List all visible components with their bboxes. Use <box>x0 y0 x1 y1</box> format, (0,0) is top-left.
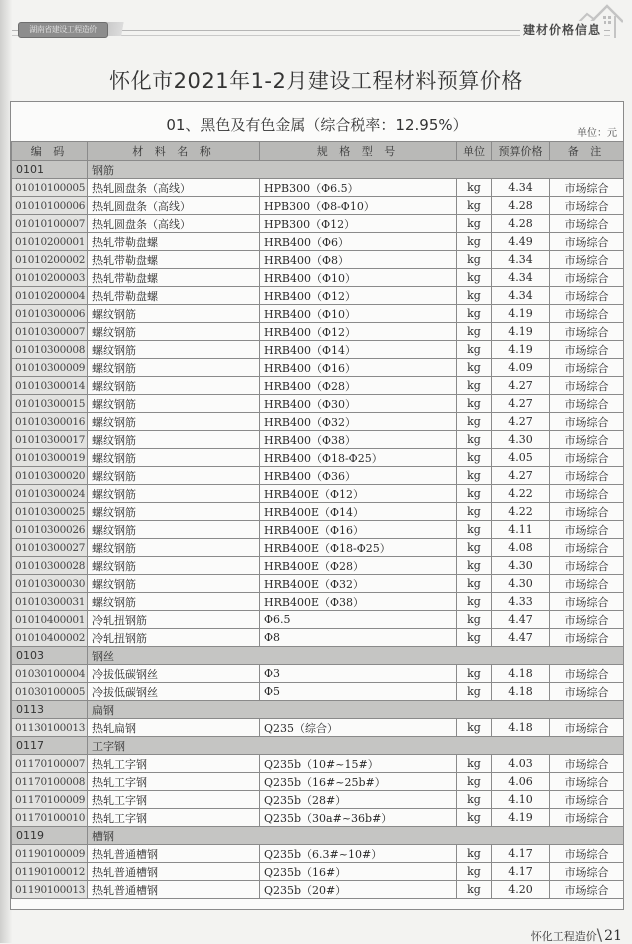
table-row <box>12 521 624 539</box>
unit-note: 单位：元 <box>577 128 617 139</box>
table-row <box>12 809 624 827</box>
item-note: 市场综合 <box>550 539 624 557</box>
item-spec: Q235b（30a#~36b#） <box>260 809 457 827</box>
item-name: 螺纹钢筋 <box>88 305 260 323</box>
item-unit: kg <box>457 881 492 899</box>
item-code: 01170100008 <box>12 773 88 791</box>
item-name: 热轧工字钢 <box>88 791 260 809</box>
item-name: 热轧带勒盘螺 <box>88 233 260 251</box>
column-header-name: 材 料 名 称 <box>88 142 260 161</box>
item-note: 市场综合 <box>550 341 624 359</box>
group-name: 槽钢 <box>88 827 624 845</box>
item-note: 市场综合 <box>550 791 624 809</box>
table-row <box>12 179 624 197</box>
item-price: 4.27 <box>492 467 550 485</box>
item-spec: Q235b（10#~15#） <box>260 755 457 773</box>
table-row <box>12 539 624 557</box>
table-body <box>12 161 624 899</box>
group-code: 0119 <box>12 827 88 845</box>
table-group-row <box>12 701 624 719</box>
item-unit: kg <box>457 611 492 629</box>
item-unit: kg <box>457 323 492 341</box>
item-spec: HRB400（Φ6） <box>260 233 457 251</box>
item-note: 市场综合 <box>550 413 624 431</box>
item-price: 4.30 <box>492 431 550 449</box>
item-price: 4.19 <box>492 305 550 323</box>
table-row <box>12 305 624 323</box>
item-code: 01010300015 <box>12 395 88 413</box>
page-title: 怀化市2021年1-2月建设工程材料预算价格 <box>109 69 523 93</box>
item-price: 4.47 <box>492 611 550 629</box>
item-note: 市场综合 <box>550 575 624 593</box>
item-spec: HPB300（Φ8-Φ10） <box>260 197 457 215</box>
item-note: 市场综合 <box>550 431 624 449</box>
item-price: 4.18 <box>492 665 550 683</box>
group-code: 0117 <box>12 737 88 755</box>
item-code: 01010100005 <box>12 179 88 197</box>
item-price: 4.17 <box>492 863 550 881</box>
table-row <box>12 197 624 215</box>
item-note: 市场综合 <box>550 521 624 539</box>
item-name: 冷拔低碳钢丝 <box>88 683 260 701</box>
item-spec: HRB400（Φ30） <box>260 395 457 413</box>
item-name: 螺纹钢筋 <box>88 575 260 593</box>
table-row <box>12 755 624 773</box>
footer-publication: 怀化工程造价 <box>530 930 597 943</box>
item-unit: kg <box>457 341 492 359</box>
item-note: 市场综合 <box>550 251 624 269</box>
item-note: 市场综合 <box>550 323 624 341</box>
page-number: 21 <box>604 928 622 944</box>
item-unit: kg <box>457 197 492 215</box>
item-name: 螺纹钢筋 <box>88 557 260 575</box>
item-spec: Q235b（16#~25b#） <box>260 773 457 791</box>
item-price: 4.27 <box>492 377 550 395</box>
item-note: 市场综合 <box>550 593 624 611</box>
item-unit: kg <box>457 593 492 611</box>
item-price: 4.20 <box>492 881 550 899</box>
item-name: 螺纹钢筋 <box>88 413 260 431</box>
group-name: 扁钢 <box>88 701 624 719</box>
item-note: 市场综合 <box>550 485 624 503</box>
item-name: 热轧普通槽钢 <box>88 845 260 863</box>
column-header-note: 备 注 <box>550 142 624 161</box>
item-name: 螺纹钢筋 <box>88 593 260 611</box>
item-note: 市场综合 <box>550 197 624 215</box>
table-row <box>12 557 624 575</box>
table-row <box>12 269 624 287</box>
item-unit: kg <box>457 863 492 881</box>
item-note: 市场综合 <box>550 449 624 467</box>
item-unit: kg <box>457 215 492 233</box>
publication-logo: 湖南省建设工程造价 <box>18 22 108 38</box>
item-name: 螺纹钢筋 <box>88 467 260 485</box>
item-spec: HRB400（Φ16） <box>260 359 457 377</box>
table-row <box>12 593 624 611</box>
item-unit: kg <box>457 467 492 485</box>
item-spec: HRB400（Φ10） <box>260 269 457 287</box>
item-name: 螺纹钢筋 <box>88 431 260 449</box>
item-spec: Q235b（16#） <box>260 863 457 881</box>
item-spec: HRB400（Φ38） <box>260 431 457 449</box>
item-name: 螺纹钢筋 <box>88 485 260 503</box>
table-row <box>12 629 624 647</box>
table-row <box>12 341 624 359</box>
item-spec: HRB400E（Φ32） <box>260 575 457 593</box>
item-price: 4.33 <box>492 593 550 611</box>
item-unit: kg <box>457 719 492 737</box>
item-spec: HRB400（Φ36） <box>260 467 457 485</box>
item-spec: HRB400E（Φ12） <box>260 485 457 503</box>
logo-tab-tail <box>104 22 134 36</box>
item-code: 01010100007 <box>12 215 88 233</box>
table-row <box>12 881 624 899</box>
item-code: 01010300006 <box>12 305 88 323</box>
item-unit: kg <box>457 233 492 251</box>
item-code: 01030100004 <box>12 665 88 683</box>
item-price: 4.11 <box>492 521 550 539</box>
item-name: 螺纹钢筋 <box>88 395 260 413</box>
item-spec: HRB400E（Φ38） <box>260 593 457 611</box>
item-name: 冷轧扭钢筋 <box>88 629 260 647</box>
item-code: 01010300017 <box>12 431 88 449</box>
item-unit: kg <box>457 539 492 557</box>
item-name: 热轧扁钢 <box>88 719 260 737</box>
item-code: 01010300016 <box>12 413 88 431</box>
item-spec: Φ3 <box>260 665 457 683</box>
item-name: 热轧带勒盘螺 <box>88 287 260 305</box>
table-row <box>12 323 624 341</box>
item-code: 01010300014 <box>12 377 88 395</box>
item-price: 4.09 <box>492 359 550 377</box>
item-price: 4.19 <box>492 809 550 827</box>
item-name: 螺纹钢筋 <box>88 323 260 341</box>
item-price: 4.28 <box>492 197 550 215</box>
item-price: 4.49 <box>492 233 550 251</box>
item-unit: kg <box>457 269 492 287</box>
page-footer <box>531 925 622 944</box>
item-unit: kg <box>457 449 492 467</box>
item-code: 01170100010 <box>12 809 88 827</box>
item-spec: HRB400（Φ10） <box>260 305 457 323</box>
table-row <box>12 719 624 737</box>
group-code: 0101 <box>12 161 88 179</box>
item-unit: kg <box>457 665 492 683</box>
item-unit: kg <box>457 845 492 863</box>
item-spec: Q235（综合） <box>260 719 457 737</box>
table-row <box>12 215 624 233</box>
item-price: 4.19 <box>492 323 550 341</box>
table-group-row <box>12 827 624 845</box>
item-name: 螺纹钢筋 <box>88 503 260 521</box>
item-price: 4.10 <box>492 791 550 809</box>
item-spec: HPB300（Φ12） <box>260 215 457 233</box>
item-unit: kg <box>457 431 492 449</box>
item-unit: kg <box>457 413 492 431</box>
table-row <box>12 575 624 593</box>
item-unit: kg <box>457 179 492 197</box>
item-unit: kg <box>457 791 492 809</box>
item-code: 01130100013 <box>12 719 88 737</box>
item-name: 螺纹钢筋 <box>88 341 260 359</box>
item-code: 01010300019 <box>12 449 88 467</box>
item-code: 01010300025 <box>12 503 88 521</box>
table-row <box>12 287 624 305</box>
item-note: 市场综合 <box>550 557 624 575</box>
item-spec: Φ8 <box>260 629 457 647</box>
item-name: 热轧普通槽钢 <box>88 863 260 881</box>
item-code: 01010300026 <box>12 521 88 539</box>
table-group-row <box>12 161 624 179</box>
item-code: 01010300030 <box>12 575 88 593</box>
table-row <box>12 683 624 701</box>
item-code: 01190100013 <box>12 881 88 899</box>
price-table-container <box>10 101 624 910</box>
item-spec: HRB400（Φ18-Φ25） <box>260 449 457 467</box>
item-code: 01010100006 <box>12 197 88 215</box>
item-unit: kg <box>457 287 492 305</box>
item-unit: kg <box>457 575 492 593</box>
item-price: 4.18 <box>492 683 550 701</box>
item-note: 市场综合 <box>550 683 624 701</box>
item-name: 热轧工字钢 <box>88 773 260 791</box>
item-unit: kg <box>457 305 492 323</box>
item-spec: Q235b（28#） <box>260 791 457 809</box>
item-spec: HPB300（Φ6.5） <box>260 179 457 197</box>
item-code: 01010200003 <box>12 269 88 287</box>
item-name: 热轧工字钢 <box>88 755 260 773</box>
item-note: 市场综合 <box>550 503 624 521</box>
item-unit: kg <box>457 683 492 701</box>
item-note: 市场综合 <box>550 395 624 413</box>
item-price: 4.28 <box>492 215 550 233</box>
table-row <box>12 359 624 377</box>
item-note: 市场综合 <box>550 233 624 251</box>
item-spec: HRB400E（Φ14） <box>260 503 457 521</box>
table-group-row <box>12 737 624 755</box>
item-code: 01010200004 <box>12 287 88 305</box>
item-price: 4.19 <box>492 341 550 359</box>
table-row <box>12 611 624 629</box>
item-unit: kg <box>457 359 492 377</box>
item-code: 01170100007 <box>12 755 88 773</box>
item-code: 01170100009 <box>12 791 88 809</box>
item-note: 市场综合 <box>550 809 624 827</box>
price-table <box>11 141 624 899</box>
item-name: 热轧圆盘条（高线） <box>88 197 260 215</box>
item-name: 热轧圆盘条（高线） <box>88 179 260 197</box>
item-unit: kg <box>457 557 492 575</box>
table-row <box>12 791 624 809</box>
table-header-row <box>12 142 624 161</box>
item-name: 冷轧扭钢筋 <box>88 611 260 629</box>
item-price: 4.17 <box>492 845 550 863</box>
item-name: 热轧带勒盘螺 <box>88 251 260 269</box>
item-spec: Q235b（6.3#~10#） <box>260 845 457 863</box>
item-code: 01010300027 <box>12 539 88 557</box>
table-row <box>12 863 624 881</box>
item-spec: Φ5 <box>260 683 457 701</box>
item-spec: HRB400（Φ14） <box>260 341 457 359</box>
item-note: 市场综合 <box>550 269 624 287</box>
item-code: 01010200002 <box>12 251 88 269</box>
item-name: 螺纹钢筋 <box>88 521 260 539</box>
item-name: 螺纹钢筋 <box>88 377 260 395</box>
item-note: 市场综合 <box>550 719 624 737</box>
item-unit: kg <box>457 773 492 791</box>
item-price: 4.22 <box>492 503 550 521</box>
item-code: 01030100005 <box>12 683 88 701</box>
table-group-row <box>12 647 624 665</box>
table-row <box>12 773 624 791</box>
item-code: 01010300020 <box>12 467 88 485</box>
item-unit: kg <box>457 809 492 827</box>
category-title: 01、黑色及有色金属（综合税率：12.95%） <box>166 116 468 134</box>
group-code: 0113 <box>12 701 88 719</box>
item-unit: kg <box>457 521 492 539</box>
item-spec: HRB400E（Φ28） <box>260 557 457 575</box>
table-row <box>12 503 624 521</box>
group-name: 钢筋 <box>88 161 624 179</box>
item-code: 01010200001 <box>12 233 88 251</box>
item-note: 市场综合 <box>550 773 624 791</box>
table-row <box>12 845 624 863</box>
item-spec: HRB400（Φ28） <box>260 377 457 395</box>
item-note: 市场综合 <box>550 629 624 647</box>
table-row <box>12 413 624 431</box>
table-row <box>12 395 624 413</box>
item-note: 市场综合 <box>550 863 624 881</box>
item-code: 01010300024 <box>12 485 88 503</box>
item-spec: HRB400（Φ8） <box>260 251 457 269</box>
table-row <box>12 467 624 485</box>
table-row <box>12 431 624 449</box>
column-header-price: 预算价格 <box>492 142 550 161</box>
item-note: 市场综合 <box>550 665 624 683</box>
item-unit: kg <box>457 485 492 503</box>
table-row <box>12 449 624 467</box>
item-code: 01010300008 <box>12 341 88 359</box>
item-price: 4.03 <box>492 755 550 773</box>
item-note: 市场综合 <box>550 305 624 323</box>
item-spec: HRB400E（Φ18-Φ25） <box>260 539 457 557</box>
item-spec: HRB400（Φ32） <box>260 413 457 431</box>
item-note: 市场综合 <box>550 611 624 629</box>
item-unit: kg <box>457 377 492 395</box>
item-note: 市场综合 <box>550 359 624 377</box>
item-unit: kg <box>457 251 492 269</box>
column-header-code: 编 码 <box>12 142 88 161</box>
table-row <box>12 233 624 251</box>
item-price: 4.34 <box>492 269 550 287</box>
group-name: 钢丝 <box>88 647 624 665</box>
group-code: 0103 <box>12 647 88 665</box>
item-code: 01190100009 <box>12 845 88 863</box>
item-code: 01010400001 <box>12 611 88 629</box>
item-note: 市场综合 <box>550 467 624 485</box>
item-code: 01190100012 <box>12 863 88 881</box>
item-name: 热轧圆盘条（高线） <box>88 215 260 233</box>
item-name: 螺纹钢筋 <box>88 449 260 467</box>
item-spec: Q235b（20#） <box>260 881 457 899</box>
item-spec: Φ6.5 <box>260 611 457 629</box>
item-name: 螺纹钢筋 <box>88 539 260 557</box>
item-price: 4.22 <box>492 485 550 503</box>
column-header-spec: 规 格 型 号 <box>260 142 457 161</box>
item-price: 4.34 <box>492 287 550 305</box>
item-price: 4.34 <box>492 251 550 269</box>
group-name: 工字钢 <box>88 737 624 755</box>
item-note: 市场综合 <box>550 755 624 773</box>
item-code: 01010400002 <box>12 629 88 647</box>
item-price: 4.27 <box>492 395 550 413</box>
table-row <box>12 377 624 395</box>
item-price: 4.27 <box>492 413 550 431</box>
item-code: 01010300007 <box>12 323 88 341</box>
item-price: 4.06 <box>492 773 550 791</box>
item-price: 4.18 <box>492 719 550 737</box>
item-code: 01010300009 <box>12 359 88 377</box>
item-note: 市场综合 <box>550 179 624 197</box>
column-header-unit: 单位 <box>457 142 492 161</box>
table-row <box>12 665 624 683</box>
item-spec: HRB400E（Φ16） <box>260 521 457 539</box>
table-row <box>12 485 624 503</box>
item-name: 热轧普通槽钢 <box>88 881 260 899</box>
item-unit: kg <box>457 755 492 773</box>
item-note: 市场综合 <box>550 287 624 305</box>
item-name: 冷拔低碳钢丝 <box>88 665 260 683</box>
item-code: 01010300031 <box>12 593 88 611</box>
item-price: 4.05 <box>492 449 550 467</box>
item-spec: HRB400（Φ12） <box>260 287 457 305</box>
footer-divider: \ <box>596 925 603 944</box>
item-price: 4.30 <box>492 575 550 593</box>
item-note: 市场综合 <box>550 377 624 395</box>
item-spec: HRB400（Φ12） <box>260 323 457 341</box>
item-name: 螺纹钢筋 <box>88 359 260 377</box>
item-price: 4.08 <box>492 539 550 557</box>
item-unit: kg <box>457 395 492 413</box>
item-code: 01010300028 <box>12 557 88 575</box>
section-name: 建材价格信息 <box>520 21 604 38</box>
item-unit: kg <box>457 629 492 647</box>
item-unit: kg <box>457 503 492 521</box>
item-price: 4.47 <box>492 629 550 647</box>
item-name: 热轧工字钢 <box>88 809 260 827</box>
item-note: 市场综合 <box>550 881 624 899</box>
item-note: 市场综合 <box>550 845 624 863</box>
item-price: 4.30 <box>492 557 550 575</box>
item-price: 4.34 <box>492 179 550 197</box>
item-name: 热轧带勒盘螺 <box>88 269 260 287</box>
table-row <box>12 251 624 269</box>
item-note: 市场综合 <box>550 215 624 233</box>
